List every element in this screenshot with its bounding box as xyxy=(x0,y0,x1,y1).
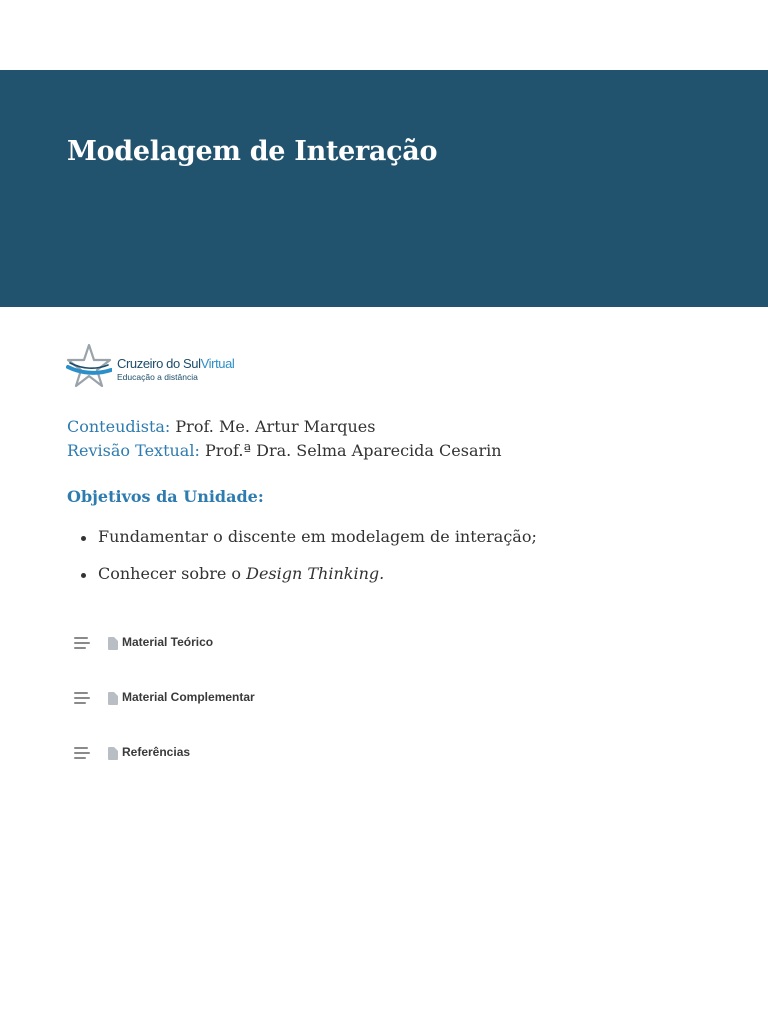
objectives-title: Objetivos da Unidade: xyxy=(67,487,264,506)
document-icon xyxy=(108,747,118,760)
link-material-complementar[interactable] xyxy=(70,687,370,742)
link-label[interactable]: Referências xyxy=(122,745,191,759)
reviewer-line xyxy=(67,439,502,463)
objective-text: Fundamentar o discente em modelagem de interação; xyxy=(98,527,537,546)
logo-brand-text xyxy=(117,356,234,371)
star-logo-icon xyxy=(66,343,112,389)
header-banner xyxy=(0,70,768,307)
link-referencias[interactable] xyxy=(70,742,370,797)
objective-emphasis: Design Thinking. xyxy=(246,564,385,583)
reviewer-label: Revisão Textual: xyxy=(67,441,200,460)
objective-text: Conhecer sobre o xyxy=(98,564,247,583)
document-icon xyxy=(108,692,118,705)
link-label[interactable]: Material Teórico xyxy=(122,635,214,649)
menu-icon xyxy=(74,692,90,704)
objectives-list xyxy=(67,524,537,598)
institution-logo xyxy=(66,343,246,389)
unit-materials-nav xyxy=(70,632,370,797)
logo-tagline: Educação a distância xyxy=(117,372,198,382)
objective-item xyxy=(67,524,537,561)
logo-brand-suffix: Virtual xyxy=(200,356,235,371)
document-icon xyxy=(108,637,118,650)
author-label: Conteudista: xyxy=(67,417,171,436)
reviewer-value: Prof.ª Dra. Selma Aparecida Cesarin xyxy=(204,441,502,460)
menu-icon xyxy=(74,637,90,649)
objective-item xyxy=(67,561,537,598)
link-material-teorico[interactable] xyxy=(70,632,370,687)
logo-brand-name: Cruzeiro do Sul xyxy=(117,356,201,371)
credits-block xyxy=(67,415,502,463)
author-line xyxy=(67,415,502,439)
menu-icon xyxy=(74,747,90,759)
page-title: Modelagem de Interação xyxy=(67,136,438,167)
link-label[interactable]: Material Complementar xyxy=(122,690,255,704)
author-value: Prof. Me. Artur Marques xyxy=(175,417,376,436)
